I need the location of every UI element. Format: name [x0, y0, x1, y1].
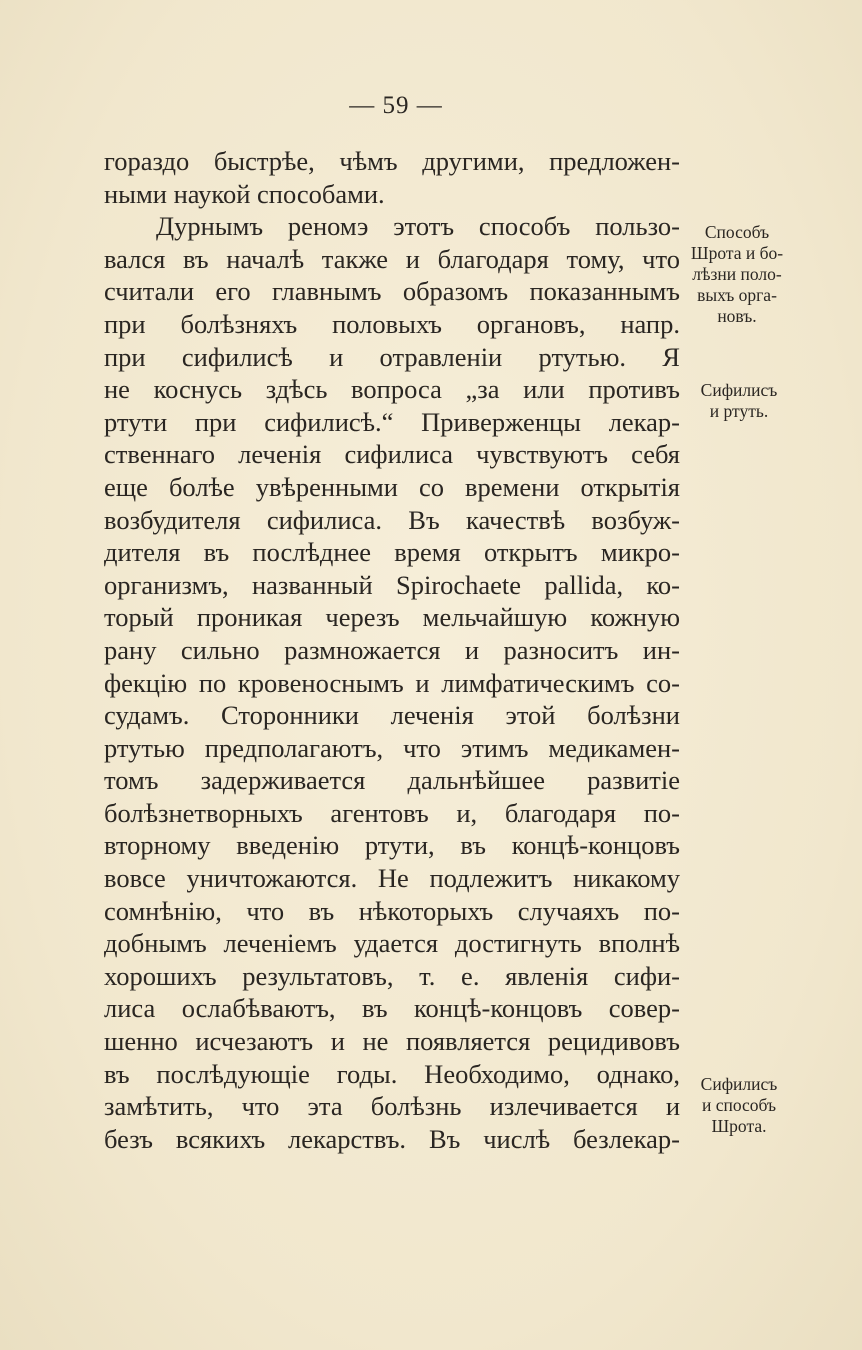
- text-line: шенно исчезаютъ и не появляется рецидивовъ: [104, 1026, 680, 1057]
- text-line: ственнаго леченія сифилиса чувствуютъ себя: [104, 439, 680, 470]
- body-text: [104, 145, 680, 1155]
- text-line: добнымъ леченіемъ удается достигнуть вполнѣ: [104, 928, 680, 959]
- margin-note-line: Сифилисъ: [700, 380, 778, 400]
- margin-note-line: новъ.: [717, 306, 757, 326]
- text-line: гораздо быстрѣе, чѣмъ другими, предложен-: [104, 146, 680, 176]
- margin-note-line: Способъ: [704, 222, 770, 242]
- text-line: вовсе уничтожаются. Не подлежитъ никакому: [104, 863, 680, 894]
- text-line: въ послѣдующіе годы. Необходимо, однако,: [104, 1058, 680, 1089]
- text-line: не коснусь здѣсь вопроса „за или противъ: [104, 374, 680, 405]
- margin-note-line: и способъ: [701, 1095, 777, 1115]
- text-line: ртути при сифилисѣ.“ Приверженцы лекар-: [104, 406, 680, 437]
- text-line: Дурнымъ реномэ этотъ способъ пользо-: [156, 211, 680, 242]
- text-line: томъ задерживается дальнѣйшее развитіе: [104, 765, 680, 796]
- text-line: замѣтить, что эта болѣзнь излечивается и: [104, 1091, 680, 1122]
- text-line: дителя въ послѣднее время открытъ микро-: [104, 537, 680, 568]
- text-line: безъ всякихъ лекарствъ. Въ числѣ безлекар-: [104, 1123, 680, 1154]
- text-line: организмъ, названный Spirochaete pallida, ко-: [104, 569, 680, 600]
- text-line: при сифилисѣ и отравленіи ртутью. Я: [104, 341, 680, 372]
- page-number: — 59 —: [349, 92, 443, 119]
- text-line: ными наукой способами.: [104, 178, 385, 209]
- text-line: ртутью предполагаютъ, что этимъ медикамен-: [104, 732, 680, 763]
- text-line: лиса ослабѣваютъ, въ концѣ-концовъ совер-: [104, 993, 680, 1024]
- text-line: сомнѣнію, что въ нѣкоторыхъ случаяхъ по-: [104, 895, 680, 926]
- text-line: еще болѣе увѣренными со времени открытія: [104, 471, 680, 502]
- text-line: рану сильно размножается и разноситъ ин-: [104, 634, 680, 665]
- text-line: вался въ началѣ также и благодаря тому, что: [104, 243, 680, 274]
- text-line: фекцію по кровеноснымъ и лимфатическимъ со-: [104, 667, 680, 698]
- text-line: хорошихъ результатовъ, т. е. явленія сифи-: [104, 960, 680, 991]
- margin-note-line: Сифилисъ: [700, 1074, 778, 1094]
- margin-note-syphilis-mercury: [684, 380, 794, 422]
- text-line: считали его главнымъ образомъ показаннымъ: [104, 276, 680, 307]
- margin-note-schroth-method: [682, 222, 792, 327]
- text-line: при болѣзняхъ половыхъ органовъ, напр.: [104, 308, 680, 339]
- text-line: болѣзнетворныхъ агентовъ и, благодаря по-: [104, 797, 680, 828]
- text-line: вторному введенію ртути, въ концѣ-концовъ: [104, 830, 680, 861]
- margin-note-line: лѣзни поло-: [692, 264, 782, 284]
- margin-note-line: Шрота.: [711, 1116, 767, 1136]
- margin-note-line: Шрота и бо-: [690, 243, 784, 263]
- text-line: возбудителя сифилиса. Въ качествѣ возбуж-: [104, 504, 680, 535]
- text-line: судамъ. Сторонники леченія этой болѣзни: [104, 700, 680, 731]
- margin-note-line: и ртуть.: [709, 401, 769, 421]
- margin-note-syphilis-schroth: [684, 1074, 794, 1137]
- text-line: торый проникая черезъ мельчайшую кожную: [104, 602, 680, 633]
- margin-note-line: выхъ орга-: [697, 285, 777, 305]
